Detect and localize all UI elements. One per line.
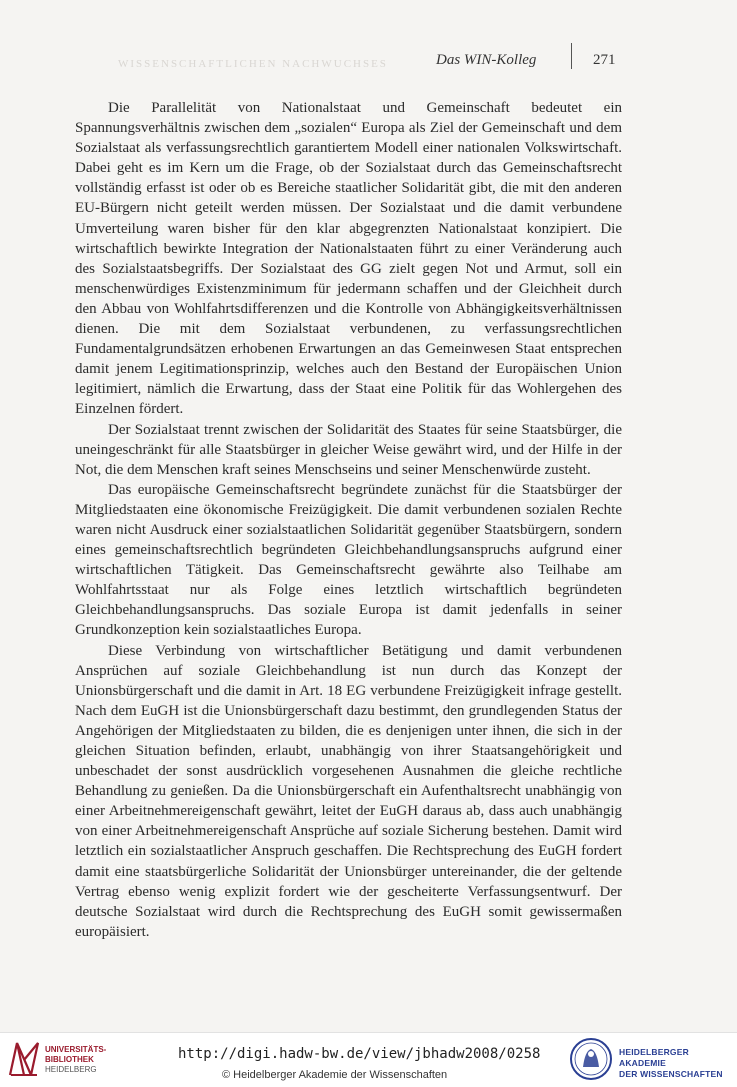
academy-seal-icon[interactable]	[569, 1037, 613, 1081]
permalink-url[interactable]: http://digi.hadw-bw.de/view/jbhadw2008/0258	[178, 1046, 541, 1062]
paragraph-3: Das europäische Gemeinschaftsrecht begründete zunächst für die Staatsbürger der Mitgliedstaaten eine ökonomische Freizügigkeit. Die damit verbundenen sozialen Rechte waren nicht Ausdruck einer sozialstaatlichen Solidarität gegenüber Staatsbürgern, sondern eines gemeinschaftsrechtlich begründeten Gleichbehandlungsanspruchs aufgrund einer wirtschaftlichen Tätigkeit. Das Gemeinschaftsrecht gewährte also Teilhabe am Wohlfahrtsstaat nur als Folge eines letztlich wirtschaftlich begründeten Gleichbehandlungsanspruchs. Das soziale Europa ist damit jedenfalls in seiner Grundkonzeption kein sozialstaatliches Europa.	[75, 481, 622, 639]
running-head: Das WIN-Kolleg	[436, 52, 537, 68]
page-number: 271	[593, 52, 616, 68]
paragraph-1: Die Parallelität von Nationalstaat und Gemeinschaft bedeutet ein Spannungsverhältnis zwischen dem „sozialen“ Europa als Ziel der Gemeinschaft und dem Sozialstaat als verfassungsrechtlich garantiertem Modell einer nationalen Volkswirtschaft. Dabei geht es im Kern um die Frage, ob der Sozialstaat durch das Gemeinschaftsrecht vollständig erfasst ist oder ob es Bereiche staatlicher Solidarität gibt, die mit den anderen EU-Bürgern nicht geteilt werden müssen. Der Sozialstaat und die damit verbundene Umverteilung waren bisher für den klar abgegrenzten Nationalstaat konzipiert. Die wirtschaftlich bewirkte Integration der Nationalstaaten führt zu einer Veränderung auch des Sozialstaatsbegriffs. Der Sozialstaat des GG zielt gegen Not und Armut, soll ein menschenwürdiges Existenzminimum für jedermann schaffen und der Gleichheit durch den Abbau von Wohlfahrtsdifferenzen und die Kontrolle von Abhängigkeitsverhältnissen dienen. Die mit dem Sozialstaat verbundenen, zu verfassungsrechtlichen Fundamentalgrundsätzen erhobenen Erwartungen an das Gemeinwesen Staat entsprechen damit jenem Legitimationsprinzip, welches auch den Bestand der Europäischen Union legitimiert, nämlich die Erwartung, dass der Staat eine Politik für das Wohlergehen des Einzelnen fördert.	[75, 100, 622, 418]
academy-name: HEIDELBERGER AKADEMIE DER WISSENSCHAFTEN	[619, 1047, 723, 1079]
viewer-footer	[0, 1032, 737, 1087]
body-text	[75, 98, 622, 942]
copyright-notice: © Heidelberger Akademie der Wissenschaften	[222, 1069, 448, 1081]
university-library-name: UNIVERSITÄTS- BIBLIOTHEK HEIDELBERG	[45, 1045, 107, 1074]
show-through-text: WISSENSCHAFTLICHEN NACHWUCHSES	[118, 58, 388, 70]
paragraph-2: Der Sozialstaat trennt zwischen der Solidarität des Staates für seine Staatsbürger, die uneingeschränkt für alle Staatsbürger in gleicher Weise gewährt wird, und der Hilfe in der Not, die dem Menschen kraft seines Menschseins und seiner Menschenwürde zusteht.	[75, 421, 622, 478]
paragraph-4: Diese Verbindung von wirtschaftlicher Betätigung und damit verbundenen Ansprüchen auf soziale Gleichbehandlung ist nun durch das Konzept der Unionsbürgerschaft und die damit in Art. 18 EG verbundene Freizügigkeit infrage gestellt. Nach dem EuGH ist die Unionsbürgerschaft dazu bestimmt, den grundlegenden Status der Angehörigen der Mitgliedstaaten zu bilden, die es denjenigen unter ihnen, die sich in der gleichen Situation befinden, erlaubt, unabhängig von ihrer Staatsangehörigkeit und unbeschadet der sonst ausdrücklich vorgesehenen Ausnahmen die gleiche rechtliche Behandlung zu genießen. Da die Unionsbürgerschaft ein Aufenthaltsrecht unabhängig von einer Arbeitnehmereigenschaft gewährt, leitet der EuGH daraus ab, dass auch unabhängig von einer Arbeitnehmereigenschaft Ansprüche auf soziale Sicherung bestehen. Damit wird letztlich ein sozialstaatlicher Anspruch geschaffen. Die Rechtsprechung des EuGH fordert damit eine staatsbürgerliche Solidarität der Unionsbürger untereinander, die der geltende Vertrag ebenso wenig explizit fordert wie der gescheiterte Verfassungsentwurf. Der deutsche Sozialstaat wird durch die Rechtsprechung des EuGH somit gewissermaßen europäisiert.	[75, 642, 622, 940]
university-library-logo-icon[interactable]	[7, 1040, 41, 1078]
header-divider	[571, 43, 572, 69]
